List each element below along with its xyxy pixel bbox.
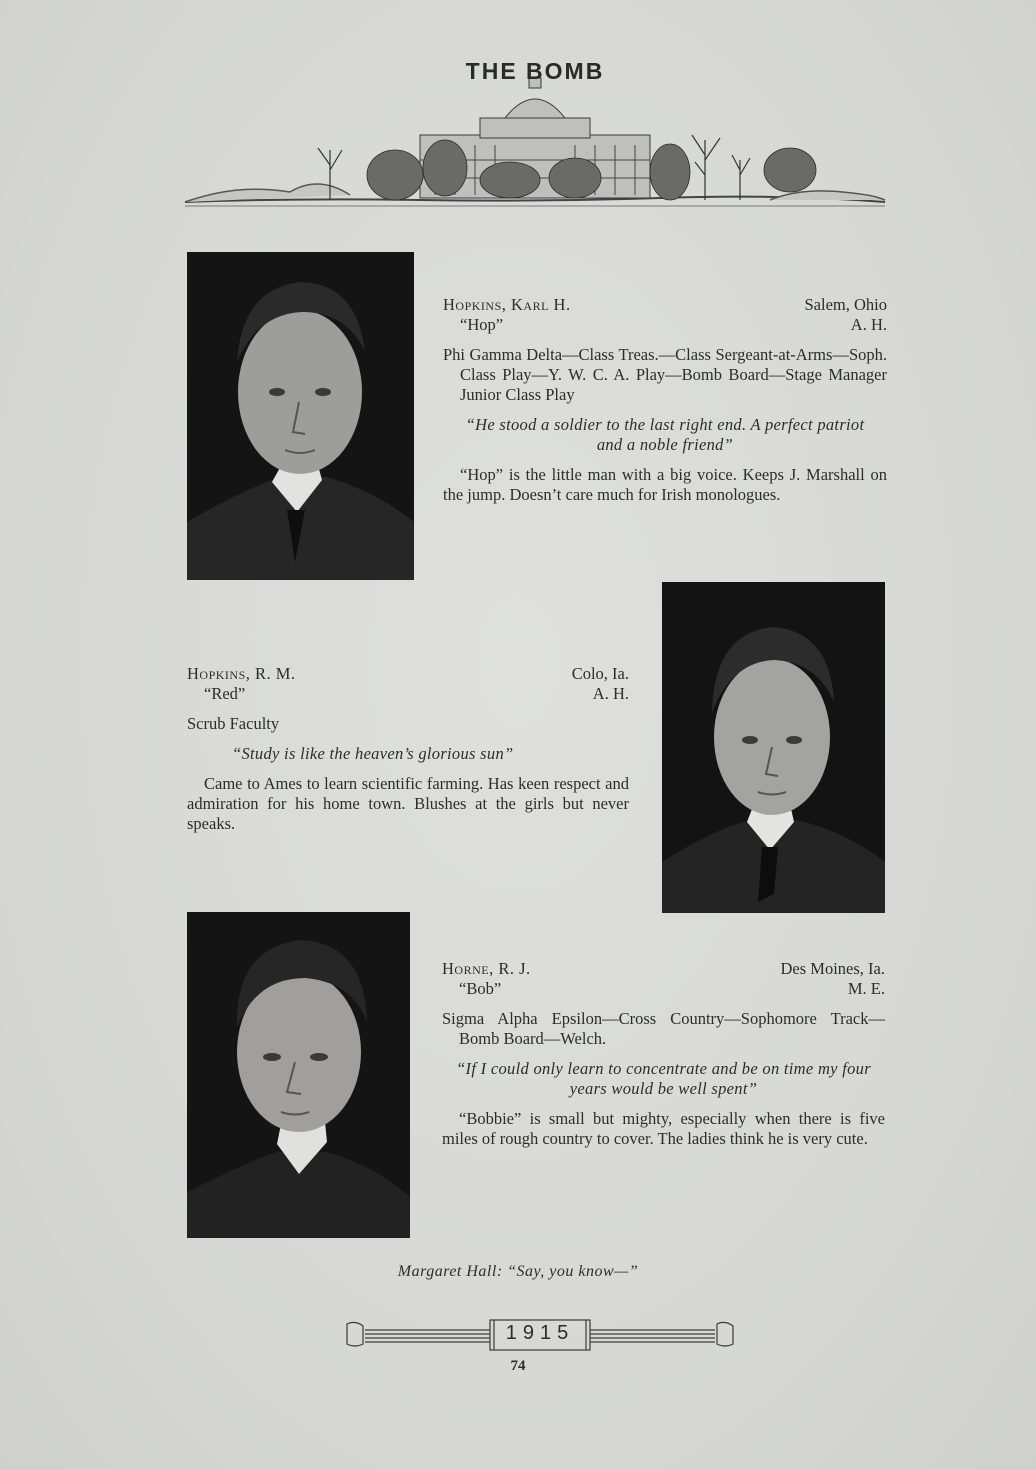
entry-hopkins-karl <box>443 295 887 505</box>
student-course: A. H. <box>850 315 887 334</box>
student-nickname: “Hop” <box>460 315 504 334</box>
student-hometown: Colo, Ia. <box>571 664 629 683</box>
student-description: “Hop” is the little man with a big voice. Keeps J. Marshall on the jump. Doesn’t care much for Irish monologues. <box>443 465 887 504</box>
student-activities: Scrub Faculty <box>187 714 280 733</box>
student-nickname: “Red” <box>204 684 246 703</box>
student-activities: Phi Gamma Delta—Class Treas.—Class Sergeant-at-Arms—Soph. Class Play—Y. W. C. A. Play—Bomb Board—Stage Manager Junior Class Play <box>443 345 887 404</box>
student-quote: “Study is like the heaven’s glorious sun” <box>232 744 514 763</box>
student-description: “Bobbie” is small but mighty, especially when there is five miles of rough country to cover. The ladies think he is very cute. <box>442 1109 885 1148</box>
student-name: Hopkins, R. M. <box>187 664 296 683</box>
student-hometown: Salem, Ohio <box>804 295 887 314</box>
entry-hopkins-rm <box>187 664 629 834</box>
student-quote: “If I could only learn to concentrate and be on time my four years would be well spent” <box>456 1059 871 1098</box>
student-name: Horne, R. J. <box>442 959 531 978</box>
page-number: 74 <box>510 1358 526 1374</box>
student-nickname: “Bob” <box>459 979 502 998</box>
header-title: THE BOMB <box>465 58 605 84</box>
portrait-photo-hopkins-karl <box>187 252 414 580</box>
student-name: Hopkins, Karl H. <box>443 295 571 314</box>
header-banner <box>180 50 890 215</box>
footer-year-ornament <box>345 1316 735 1352</box>
student-course: A. H. <box>592 684 629 703</box>
student-hometown: Des Moines, Ia. <box>780 959 885 978</box>
student-activities: Sigma Alpha Epsilon—Cross Country—Sophomore Track—Bomb Board—Welch. <box>442 1009 885 1048</box>
student-quote: “He stood a soldier to the last right end. A perfect patriot and a noble friend” <box>465 415 865 454</box>
portrait-photo-hopkins-rm <box>662 582 885 913</box>
footer-quote: Margaret Hall: “Say, you know—” <box>397 1263 639 1280</box>
entry-horne <box>442 959 885 1149</box>
student-course: M. E. <box>847 979 885 998</box>
student-description: Came to Ames to learn scientific farming. Has keen respect and admiration for his home town. Blushes at the girls but never speaks. <box>187 774 629 833</box>
portrait-photo-horne <box>187 912 410 1238</box>
footer-year: 1915 <box>505 1322 575 1344</box>
